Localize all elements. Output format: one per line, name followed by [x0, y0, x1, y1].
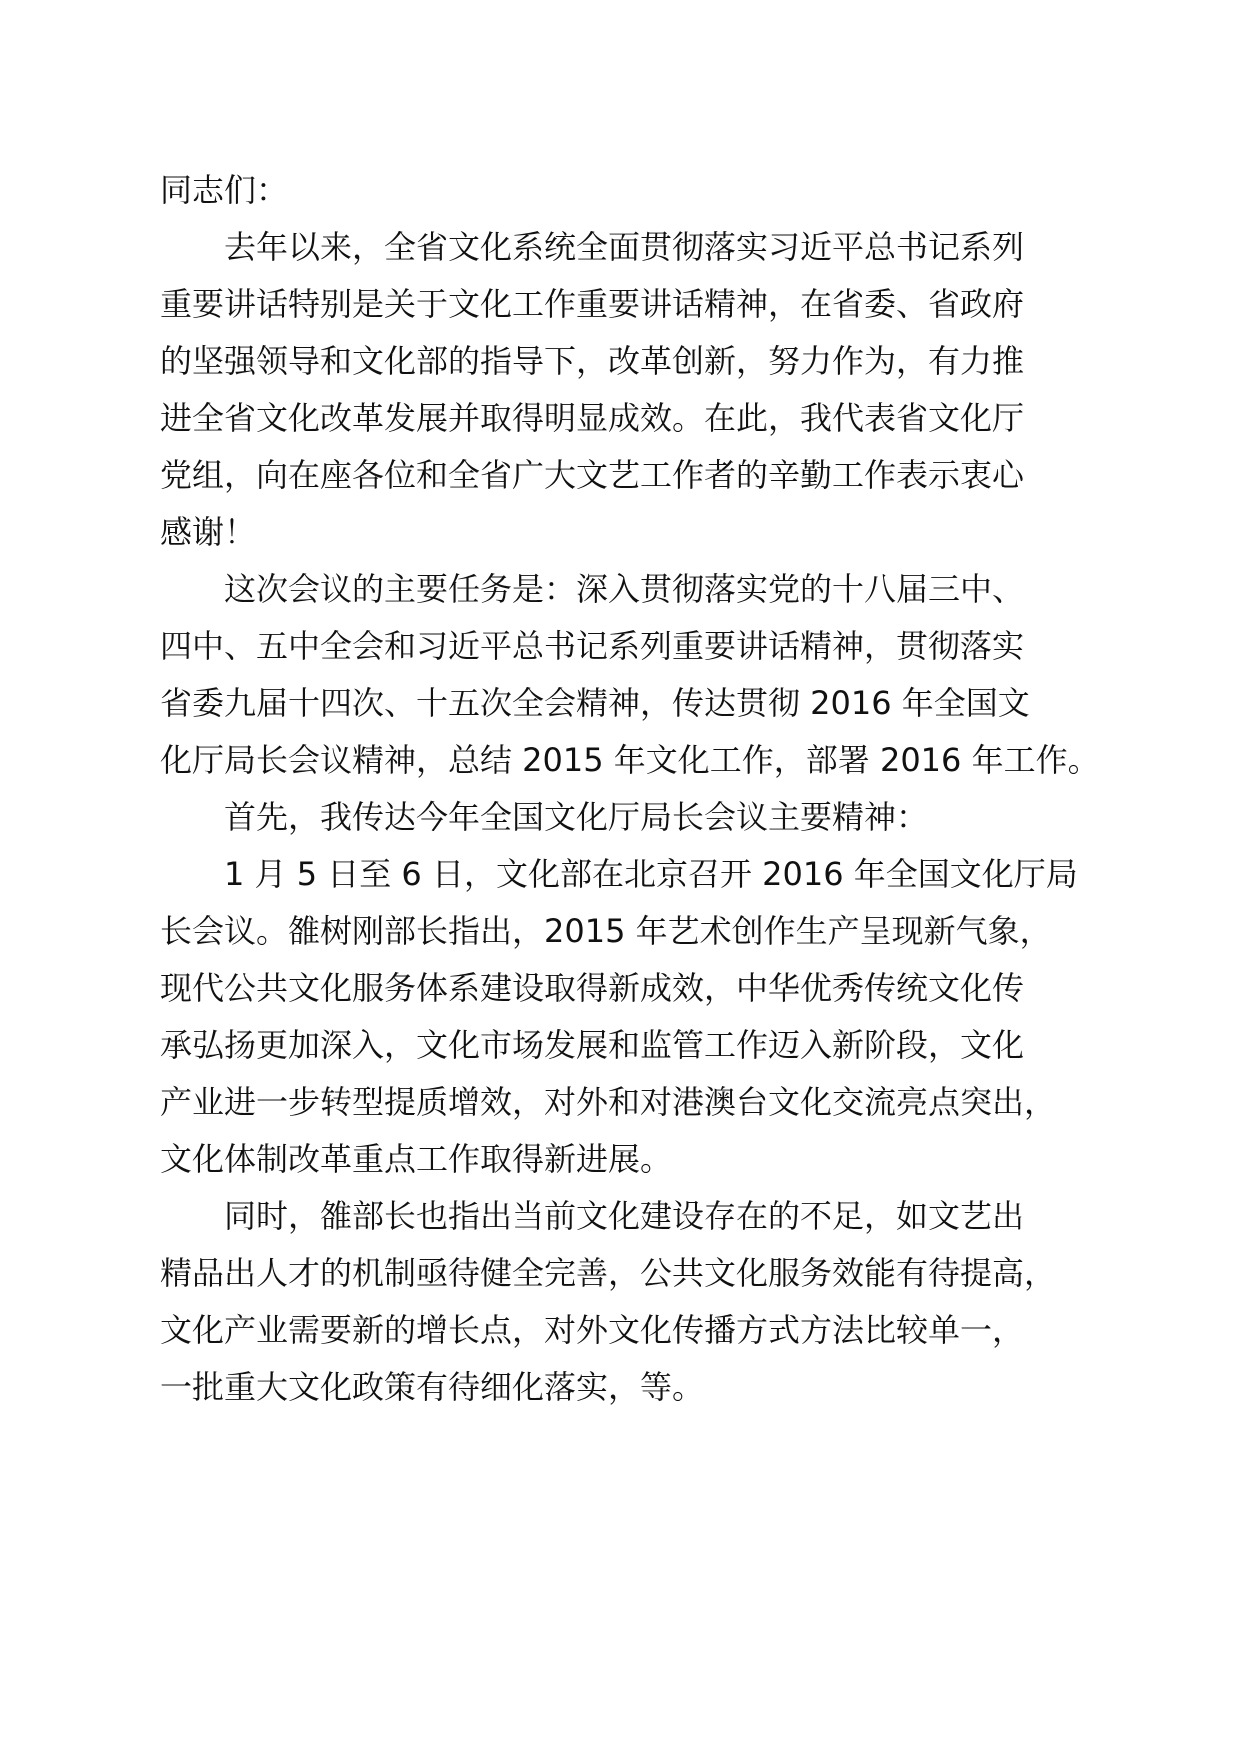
paragraph-line: 产业进一步转型提质增效，对外和对港澳台文化交流亮点突出， — [160, 1083, 1057, 1121]
paragraph-line: 文化产业需要新的增长点，对外文化传播方式方法比较单一， — [160, 1311, 1025, 1349]
paragraph-line: 去年以来，全省文化系统全面贯彻落实习近平总书记系列 — [224, 228, 1025, 266]
paragraph-line: 感谢！ — [160, 513, 257, 551]
paragraph-line: 1 月 5 日至 6 日，文化部在北京召开 2016 年全国文化厅局 — [224, 855, 1078, 893]
paragraph-line: 现代公共文化服务体系建设取得新成效，中华优秀传统文化传 — [160, 969, 1025, 1007]
paragraph-line: 文化体制改革重点工作取得新进展。 — [160, 1140, 673, 1178]
paragraph-line: 省委九届十四次、十五次全会精神，传达贯彻 2016 年全国文 — [160, 684, 1030, 722]
paragraph-line: 精品出人才的机制亟待健全完善，公共文化服务效能有待提高， — [160, 1254, 1057, 1292]
salutation: 同志们： — [160, 171, 289, 209]
paragraph-line: 一批重大文化政策有待细化落实，等。 — [160, 1368, 705, 1406]
paragraph-line: 的坚强领导和文化部的指导下，改革创新，努力作为，有力推 — [160, 342, 1025, 380]
paragraph-line: 承弘扬更加深入，文化市场发展和监管工作迈入新阶段，文化 — [160, 1026, 1025, 1064]
paragraph-line: 长会议。雒树刚部长指出，2015 年艺术创作生产呈现新气象， — [160, 912, 1052, 950]
paragraph-line: 进全省文化改革发展并取得明显成效。在此，我代表省文化厅 — [160, 399, 1025, 437]
paragraph-line: 化厅局长会议精神，总结 2015 年文化工作，部署 2016 年工作。 — [160, 741, 1100, 779]
paragraph-line: 同时，雒部长也指出当前文化建设存在的不足，如文艺出 — [224, 1197, 1025, 1235]
paragraph-line: 首先，我传达今年全国文化厅局长会议主要精神： — [224, 798, 929, 836]
paragraph-line: 党组，向在座各位和全省广大文艺工作者的辛勤工作表示衷心 — [160, 456, 1025, 494]
paragraph-line: 四中、五中全会和习近平总书记系列重要讲话精神，贯彻落实 — [160, 627, 1025, 665]
paragraph-line: 这次会议的主要任务是：深入贯彻落实党的十八届三中、 — [224, 570, 1025, 608]
paragraph-line: 重要讲话特别是关于文化工作重要讲话精神，在省委、省政府 — [160, 285, 1025, 323]
